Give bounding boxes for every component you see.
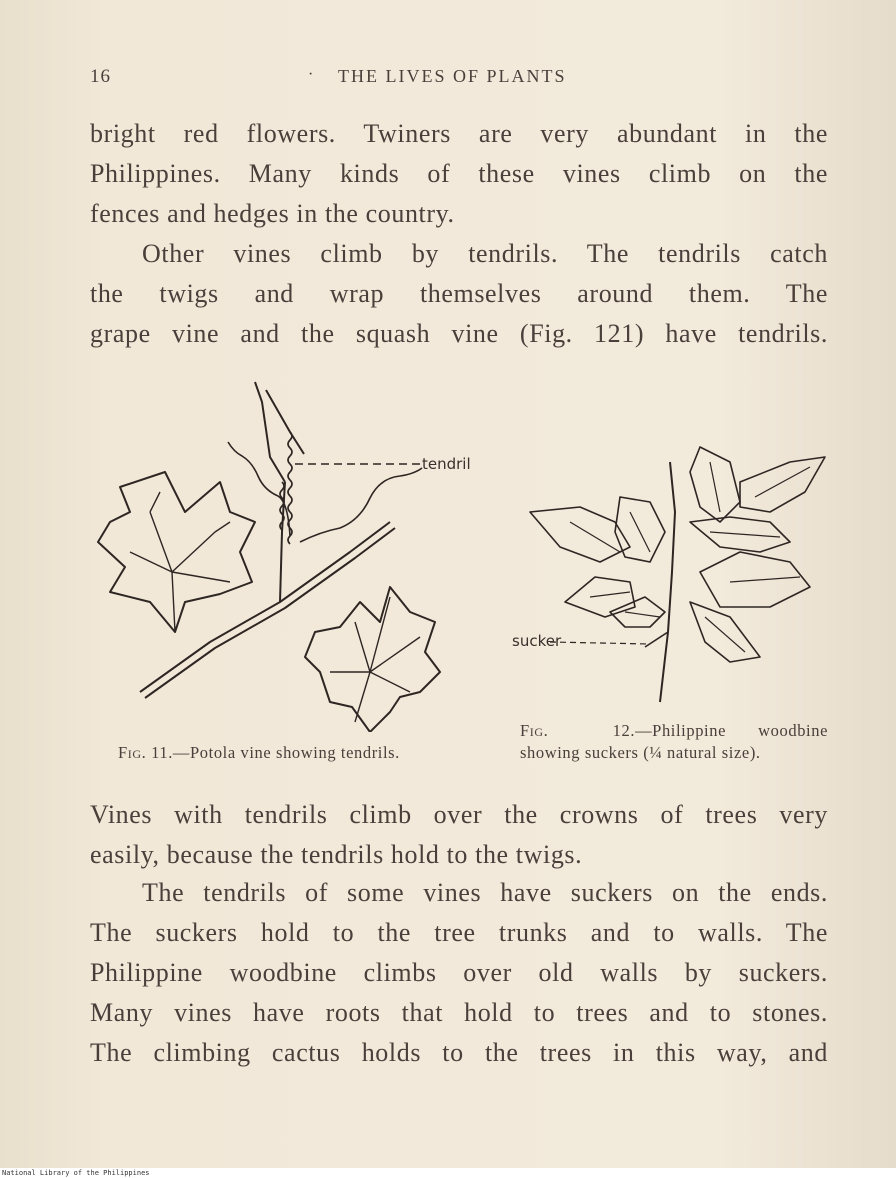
text-line: The tendrils of some vines have suckers on the ends. [142, 878, 828, 907]
figure-12-caption [520, 720, 828, 764]
library-credit: National Library of the Philippines [0, 1168, 896, 1178]
sucker-label: sucker [512, 632, 562, 650]
paragraph-tendrils [90, 234, 828, 354]
caption-text: 11.—Potola vine showing tendrils. [151, 743, 400, 762]
fig-prefix: Fig. [118, 743, 147, 762]
woodbine-drawing [530, 447, 825, 702]
text-line: grape vine and the squash vine (Fig. 121) have tendrils. [90, 319, 828, 348]
text-line: The suckers hold to the tree trunks and to walls. The [90, 918, 828, 947]
text-line: bright red flowers. Twiners are very abundant in the [90, 119, 828, 148]
header-dot: · [308, 66, 314, 83]
text-line: Other vines climb by tendrils. The tendrils catch [142, 239, 828, 268]
potola-vine-drawing [98, 382, 440, 732]
caption-line-1 [520, 720, 828, 742]
figure-11-caption [118, 742, 400, 764]
tendril-label: tendril [422, 455, 471, 473]
text-line: the twigs and wrap themselves around them. The [90, 279, 828, 308]
text-line: Vines with tendrils climb over the crowns of trees very [90, 800, 828, 829]
paragraph-twiners [90, 114, 828, 234]
page-number: 16 [90, 66, 111, 87]
text-line: The climbing cactus holds to the trees in this way, and [90, 1038, 828, 1067]
paragraph-suckers [90, 873, 828, 1073]
figures-area [90, 372, 830, 772]
text-line: Philippine woodbine climbs over old walls by suckers. [90, 958, 828, 987]
figures-illustration [90, 372, 830, 732]
running-title: THE LIVES OF PLANTS [338, 66, 567, 86]
caption-text: 12.—Philippine woodbine [612, 721, 829, 740]
text-line: easily, because the tendrils hold to the twigs. [90, 840, 583, 869]
caption-line-2: showing suckers (¼ natural size). [520, 743, 761, 762]
text-line: Philippines. Many kinds of these vines climb on the [90, 159, 828, 188]
fig-prefix: Fig. [520, 721, 549, 740]
page-header [90, 66, 826, 90]
text-line: Many vines have roots that hold to trees and to stones. [90, 998, 828, 1027]
text-line: fences and hedges in the country. [90, 199, 455, 228]
paragraph-crowns [90, 795, 828, 875]
